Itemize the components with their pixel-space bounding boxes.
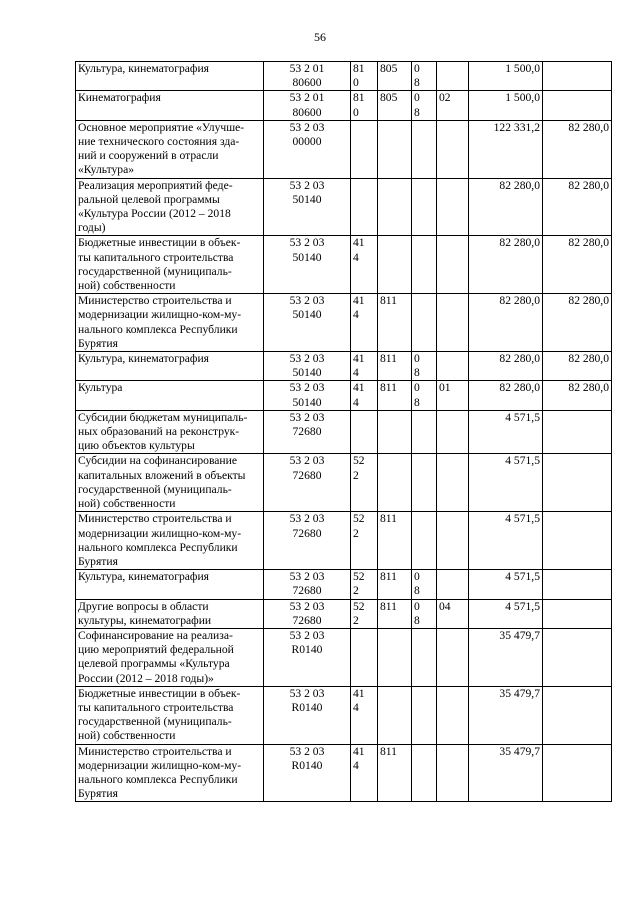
- ministry-code-cell-line: 811: [380, 381, 397, 395]
- table-row: [76, 454, 612, 512]
- row-name-cell: [76, 236, 264, 294]
- row-name-cell: [76, 352, 264, 381]
- target-code-cell-line: 53 2 01: [289, 62, 325, 75]
- target-code-cell-line: 50140: [292, 250, 322, 264]
- target-code-cell-line: 53 2 03: [289, 570, 325, 584]
- section-cell-line: 0: [414, 599, 420, 613]
- section-cell-line: 8: [414, 395, 420, 409]
- target-code-cell-line: 53 2 03: [289, 120, 325, 134]
- expense-type-cell: [351, 62, 378, 91]
- ministry-code-cell: [378, 570, 412, 599]
- expense-type-cell-line: 4: [353, 250, 359, 264]
- table-row: [76, 352, 612, 381]
- row-name-cell-line: годы): [78, 221, 106, 235]
- table-row: [76, 178, 612, 236]
- target-code-cell-line: 72680: [292, 584, 322, 598]
- row-name-cell-line: Бурятия: [78, 554, 118, 568]
- subsection-cell: [437, 599, 469, 628]
- subsection-cell: [437, 352, 469, 381]
- section-cell: [412, 62, 437, 91]
- expense-type-cell-line: 4: [353, 700, 359, 714]
- row-name-cell-line: Культура: [78, 381, 123, 395]
- ministry-code-cell-line: 811: [380, 352, 397, 366]
- section-cell-line: 8: [414, 584, 420, 598]
- row-name-cell-line: Другие вопросы в области: [78, 599, 209, 613]
- table-row: [76, 91, 612, 120]
- subsection-cell: [437, 512, 469, 570]
- section-cell: [412, 294, 437, 352]
- section-cell-line: 8: [414, 105, 420, 119]
- target-code-cell: [264, 294, 351, 352]
- expense-type-cell: [351, 410, 378, 454]
- row-name-cell-line: Культура, кинематография: [78, 352, 209, 366]
- target-code-cell-line: 53 2 03: [289, 410, 325, 424]
- target-code-cell-line: 72680: [292, 613, 322, 627]
- row-name-cell-line: капитальных вложений в объекты: [78, 468, 246, 482]
- target-code-cell-line: 53 2 03: [289, 599, 325, 613]
- federal-amount-cell: 82 280,0: [543, 381, 612, 410]
- row-name-cell-line: Бурятия: [78, 336, 118, 350]
- table-row: [76, 120, 612, 178]
- expense-type-cell: [351, 599, 378, 628]
- row-name-cell: [76, 628, 264, 686]
- ministry-code-cell: [378, 62, 412, 91]
- expense-type-cell-line: 41: [353, 744, 365, 758]
- ministry-code-cell: [378, 352, 412, 381]
- expense-type-cell: [351, 570, 378, 599]
- target-code-cell-line: 53 2 03: [289, 381, 325, 395]
- row-name-cell-line: целевой программы «Культура: [78, 657, 230, 671]
- row-name-cell-line: государственной (муниципаль-: [78, 715, 232, 729]
- expense-type-cell-line: 81: [353, 62, 365, 75]
- subsection-cell: [437, 454, 469, 512]
- row-name-cell-line: нального комплекса Республики: [78, 540, 238, 554]
- expense-type-cell-line: 41: [353, 352, 365, 366]
- subsection-cell: [437, 410, 469, 454]
- target-code-cell-line: 53 2 01: [289, 91, 325, 105]
- row-name-cell: [76, 454, 264, 512]
- row-name-cell-line: ты капитального строительства: [78, 250, 234, 264]
- target-code-cell-line: 53 2 03: [289, 744, 325, 758]
- expense-type-cell-line: 4: [353, 395, 359, 409]
- section-cell: [412, 744, 437, 802]
- row-name-cell-line: ных образований на реконструк-: [78, 425, 240, 439]
- expense-type-cell-line: 52: [353, 512, 365, 526]
- ministry-code-cell: [378, 628, 412, 686]
- target-code-cell-line: 53 2 03: [289, 628, 325, 642]
- budget-table: [75, 61, 612, 802]
- amount-cell: 35 479,7: [469, 744, 543, 802]
- expense-type-cell-line: 81: [353, 91, 365, 105]
- section-cell: [412, 120, 437, 178]
- amount-cell: 35 479,7: [469, 628, 543, 686]
- row-name-cell-line: культуры, кинематографии: [78, 613, 212, 627]
- federal-amount-cell: [543, 628, 612, 686]
- row-name-cell-line: ний и сооружений в отрасли: [78, 149, 219, 163]
- amount-cell: 82 280,0: [469, 178, 543, 236]
- expense-type-cell-line: 52: [353, 570, 365, 584]
- ministry-code-cell: [378, 410, 412, 454]
- target-code-cell: [264, 91, 351, 120]
- row-name-cell-line: модернизации жилищно-ком-му-: [78, 758, 242, 772]
- target-code-cell: [264, 628, 351, 686]
- amount-cell: 82 280,0: [469, 381, 543, 410]
- target-code-cell: [264, 178, 351, 236]
- subsection-cell: [437, 570, 469, 599]
- row-name-cell-line: Министерство строительства и: [78, 294, 232, 308]
- section-cell-line: 8: [414, 613, 420, 627]
- row-name-cell-line: государственной (муниципаль-: [78, 264, 232, 278]
- ministry-code-cell-line: 811: [380, 599, 397, 613]
- subsection-cell: [437, 294, 469, 352]
- expense-type-cell: [351, 686, 378, 744]
- row-name-cell: [76, 686, 264, 744]
- row-name-cell-line: нального комплекса Республики: [78, 322, 238, 336]
- section-cell: [412, 454, 437, 512]
- row-name-cell: [76, 120, 264, 178]
- table-row: [76, 744, 612, 802]
- amount-cell: 4 571,5: [469, 454, 543, 512]
- row-name-cell: [76, 410, 264, 454]
- federal-amount-cell: [543, 454, 612, 512]
- expense-type-cell-line: 2: [353, 526, 359, 540]
- subsection-cell: [437, 686, 469, 744]
- subsection-cell: [437, 91, 469, 120]
- amount-cell: 35 479,7: [469, 686, 543, 744]
- budget-table-body: [76, 62, 612, 802]
- target-code-cell-line: 53 2 03: [289, 454, 325, 468]
- amount-cell: 82 280,0: [469, 294, 543, 352]
- federal-amount-cell: [543, 686, 612, 744]
- target-code-cell-line: 50140: [292, 395, 322, 409]
- subsection-cell-line: 04: [439, 599, 451, 613]
- federal-amount-cell: 82 280,0: [543, 236, 612, 294]
- subsection-cell: [437, 381, 469, 410]
- ministry-code-cell: [378, 454, 412, 512]
- ministry-code-cell-line: 805: [380, 91, 398, 105]
- section-cell-line: 0: [414, 62, 420, 75]
- section-cell-line: 0: [414, 352, 420, 366]
- federal-amount-cell: 82 280,0: [543, 294, 612, 352]
- amount-cell: 82 280,0: [469, 352, 543, 381]
- target-code-cell-line: 72680: [292, 468, 322, 482]
- section-cell-line: 0: [414, 91, 420, 105]
- target-code-cell-line: 80600: [292, 76, 322, 90]
- ministry-code-cell: [378, 294, 412, 352]
- table-row: [76, 236, 612, 294]
- subsection-cell-line: 02: [439, 91, 451, 105]
- table-row: [76, 512, 612, 570]
- amount-cell: 122 331,2: [469, 120, 543, 178]
- target-code-cell: [264, 120, 351, 178]
- expense-type-cell: [351, 454, 378, 512]
- amount-cell: 4 571,5: [469, 570, 543, 599]
- table-row: [76, 599, 612, 628]
- expense-type-cell-line: 52: [353, 599, 365, 613]
- target-code-cell-line: 53 2 03: [289, 512, 325, 526]
- subsection-cell-line: 01: [439, 381, 451, 395]
- subsection-cell: [437, 178, 469, 236]
- expense-type-cell-line: 0: [353, 105, 359, 119]
- expense-type-cell-line: 2: [353, 468, 359, 482]
- target-code-cell: [264, 599, 351, 628]
- row-name-cell: [76, 599, 264, 628]
- section-cell-line: 0: [414, 381, 420, 395]
- section-cell: [412, 570, 437, 599]
- row-name-cell: [76, 570, 264, 599]
- row-name-cell-line: Министерство строительства и: [78, 744, 232, 758]
- row-name-cell-line: ной) собственности: [78, 729, 176, 743]
- row-name-cell-line: Бюджетные инвестиции в объек-: [78, 236, 241, 250]
- row-name-cell-line: ты капитального строительства: [78, 700, 234, 714]
- ministry-code-cell-line: 811: [380, 570, 397, 584]
- expense-type-cell-line: 4: [353, 308, 359, 322]
- row-name-cell-line: Культура, кинематография: [78, 62, 209, 75]
- section-cell-line: 8: [414, 366, 420, 380]
- row-name-cell-line: «Культура»: [78, 163, 135, 177]
- target-code-cell: [264, 512, 351, 570]
- expense-type-cell: [351, 352, 378, 381]
- federal-amount-cell: [543, 570, 612, 599]
- row-name-cell-line: государственной (муниципаль-: [78, 482, 232, 496]
- expense-type-cell: [351, 294, 378, 352]
- expense-type-cell-line: 52: [353, 454, 365, 468]
- table-row: [76, 294, 612, 352]
- federal-amount-cell: [543, 62, 612, 91]
- expense-type-cell-line: 2: [353, 584, 359, 598]
- table-row: [76, 628, 612, 686]
- target-code-cell: [264, 381, 351, 410]
- table-row: [76, 686, 612, 744]
- amount-cell: 4 571,5: [469, 512, 543, 570]
- target-code-cell: [264, 570, 351, 599]
- section-cell: [412, 178, 437, 236]
- target-code-cell-line: 53 2 03: [289, 294, 325, 308]
- section-cell: [412, 512, 437, 570]
- row-name-cell-line: ной) собственности: [78, 279, 176, 293]
- row-name-cell-line: Культура, кинематография: [78, 570, 209, 584]
- target-code-cell-line: 00000: [292, 135, 322, 149]
- section-cell-line: 8: [414, 76, 420, 90]
- subsection-cell: [437, 628, 469, 686]
- expense-type-cell-line: 41: [353, 294, 365, 308]
- target-code-cell-line: 50140: [292, 308, 322, 322]
- expense-type-cell: [351, 628, 378, 686]
- federal-amount-cell: [543, 744, 612, 802]
- row-name-cell: [76, 294, 264, 352]
- page-number: 56: [314, 30, 326, 44]
- section-cell: [412, 628, 437, 686]
- target-code-cell-line: 53 2 03: [289, 236, 325, 250]
- subsection-cell: [437, 62, 469, 91]
- expense-type-cell: [351, 381, 378, 410]
- target-code-cell-line: 72680: [292, 425, 322, 439]
- table-row: [76, 570, 612, 599]
- target-code-cell: [264, 744, 351, 802]
- federal-amount-cell: [543, 91, 612, 120]
- row-name-cell: [76, 91, 264, 120]
- ministry-code-cell-line: 805: [380, 62, 398, 75]
- row-name-cell-line: Реализация мероприятий феде-: [78, 178, 233, 192]
- row-name-cell-line: Бурятия: [78, 787, 118, 801]
- amount-cell: 4 571,5: [469, 599, 543, 628]
- target-code-cell-line: 53 2 03: [289, 686, 325, 700]
- expense-type-cell: [351, 236, 378, 294]
- row-name-cell-line: Бюджетные инвестиции в объек-: [78, 686, 241, 700]
- ministry-code-cell: [378, 599, 412, 628]
- row-name-cell: [76, 381, 264, 410]
- row-name-cell-line: нального комплекса Республики: [78, 772, 238, 786]
- expense-type-cell: [351, 120, 378, 178]
- row-name-cell-line: ние технического состояния зда-: [78, 135, 240, 149]
- target-code-cell-line: R0140: [291, 700, 323, 714]
- subsection-cell: [437, 236, 469, 294]
- section-cell: [412, 352, 437, 381]
- section-cell: [412, 410, 437, 454]
- section-cell: [412, 236, 437, 294]
- expense-type-cell: [351, 91, 378, 120]
- table-row: [76, 410, 612, 454]
- row-name-cell-line: модернизации жилищно-ком-му-: [78, 308, 242, 322]
- ministry-code-cell: [378, 744, 412, 802]
- expense-type-cell-line: 4: [353, 366, 359, 380]
- federal-amount-cell: [543, 410, 612, 454]
- amount-cell: 4 571,5: [469, 410, 543, 454]
- ministry-code-cell-line: 811: [380, 512, 397, 526]
- section-cell-line: 0: [414, 570, 420, 584]
- amount-cell: 82 280,0: [469, 236, 543, 294]
- expense-type-cell: [351, 178, 378, 236]
- row-name-cell-line: Субсидии на софинансирование: [78, 454, 237, 468]
- row-name-cell-line: Субсидии бюджетам муниципаль-: [78, 410, 248, 424]
- table-row: [76, 62, 612, 91]
- ministry-code-cell: [378, 120, 412, 178]
- target-code-cell-line: 53 2 03: [289, 178, 325, 192]
- target-code-cell: [264, 236, 351, 294]
- federal-amount-cell: [543, 512, 612, 570]
- row-name-cell-line: Министерство строительства и: [78, 512, 232, 526]
- section-cell: [412, 381, 437, 410]
- target-code-cell-line: 50140: [292, 192, 322, 206]
- expense-type-cell-line: 4: [353, 758, 359, 772]
- row-name-cell: [76, 744, 264, 802]
- row-name-cell-line: «Культура России (2012 – 2018: [78, 207, 231, 221]
- section-cell: [412, 599, 437, 628]
- target-code-cell: [264, 62, 351, 91]
- ministry-code-cell-line: 811: [380, 294, 397, 308]
- target-code-cell-line: 72680: [292, 526, 322, 540]
- target-code-cell-line: R0140: [291, 758, 323, 772]
- subsection-cell: [437, 744, 469, 802]
- row-name-cell-line: ной) собственности: [78, 497, 176, 511]
- expense-type-cell-line: 2: [353, 613, 359, 627]
- federal-amount-cell: [543, 599, 612, 628]
- target-code-cell-line: 53 2 03: [289, 352, 325, 366]
- federal-amount-cell: 82 280,0: [543, 178, 612, 236]
- row-name-cell: [76, 512, 264, 570]
- expense-type-cell-line: 0: [353, 76, 359, 90]
- expense-type-cell-line: 41: [353, 686, 365, 700]
- target-code-cell: [264, 686, 351, 744]
- expense-type-cell: [351, 744, 378, 802]
- target-code-cell: [264, 410, 351, 454]
- target-code-cell: [264, 352, 351, 381]
- expense-type-cell-line: 41: [353, 236, 365, 250]
- ministry-code-cell: [378, 236, 412, 294]
- ministry-code-cell: [378, 178, 412, 236]
- target-code-cell-line: 80600: [292, 105, 322, 119]
- row-name-cell-line: Основное мероприятие «Улучше-: [78, 120, 245, 134]
- row-name-cell-line: модернизации жилищно-ком-му-: [78, 526, 242, 540]
- amount-cell: 1 500,0: [469, 62, 543, 91]
- target-code-cell-line: 50140: [292, 366, 322, 380]
- row-name-cell-line: Софинансирование на реализа-: [78, 628, 233, 642]
- row-name-cell-line: Кинематография: [78, 91, 161, 105]
- target-code-cell: [264, 454, 351, 512]
- ministry-code-cell: [378, 381, 412, 410]
- target-code-cell-line: R0140: [291, 643, 323, 657]
- expense-type-cell: [351, 512, 378, 570]
- row-name-cell-line: цию мероприятий федеральной: [78, 643, 234, 657]
- expense-type-cell-line: 41: [353, 381, 365, 395]
- row-name-cell-line: России (2012 – 2018 годы)»: [78, 671, 214, 685]
- row-name-cell: [76, 62, 264, 91]
- ministry-code-cell: [378, 686, 412, 744]
- row-name-cell: [76, 178, 264, 236]
- federal-amount-cell: 82 280,0: [543, 352, 612, 381]
- amount-cell: 1 500,0: [469, 91, 543, 120]
- ministry-code-cell: [378, 512, 412, 570]
- section-cell: [412, 686, 437, 744]
- section-cell: [412, 91, 437, 120]
- federal-amount-cell: 82 280,0: [543, 120, 612, 178]
- row-name-cell-line: ральной целевой программы: [78, 192, 220, 206]
- table-row: [76, 381, 612, 410]
- ministry-code-cell-line: 811: [380, 744, 397, 758]
- row-name-cell-line: цию объектов культуры: [78, 439, 195, 453]
- subsection-cell: [437, 120, 469, 178]
- ministry-code-cell: [378, 91, 412, 120]
